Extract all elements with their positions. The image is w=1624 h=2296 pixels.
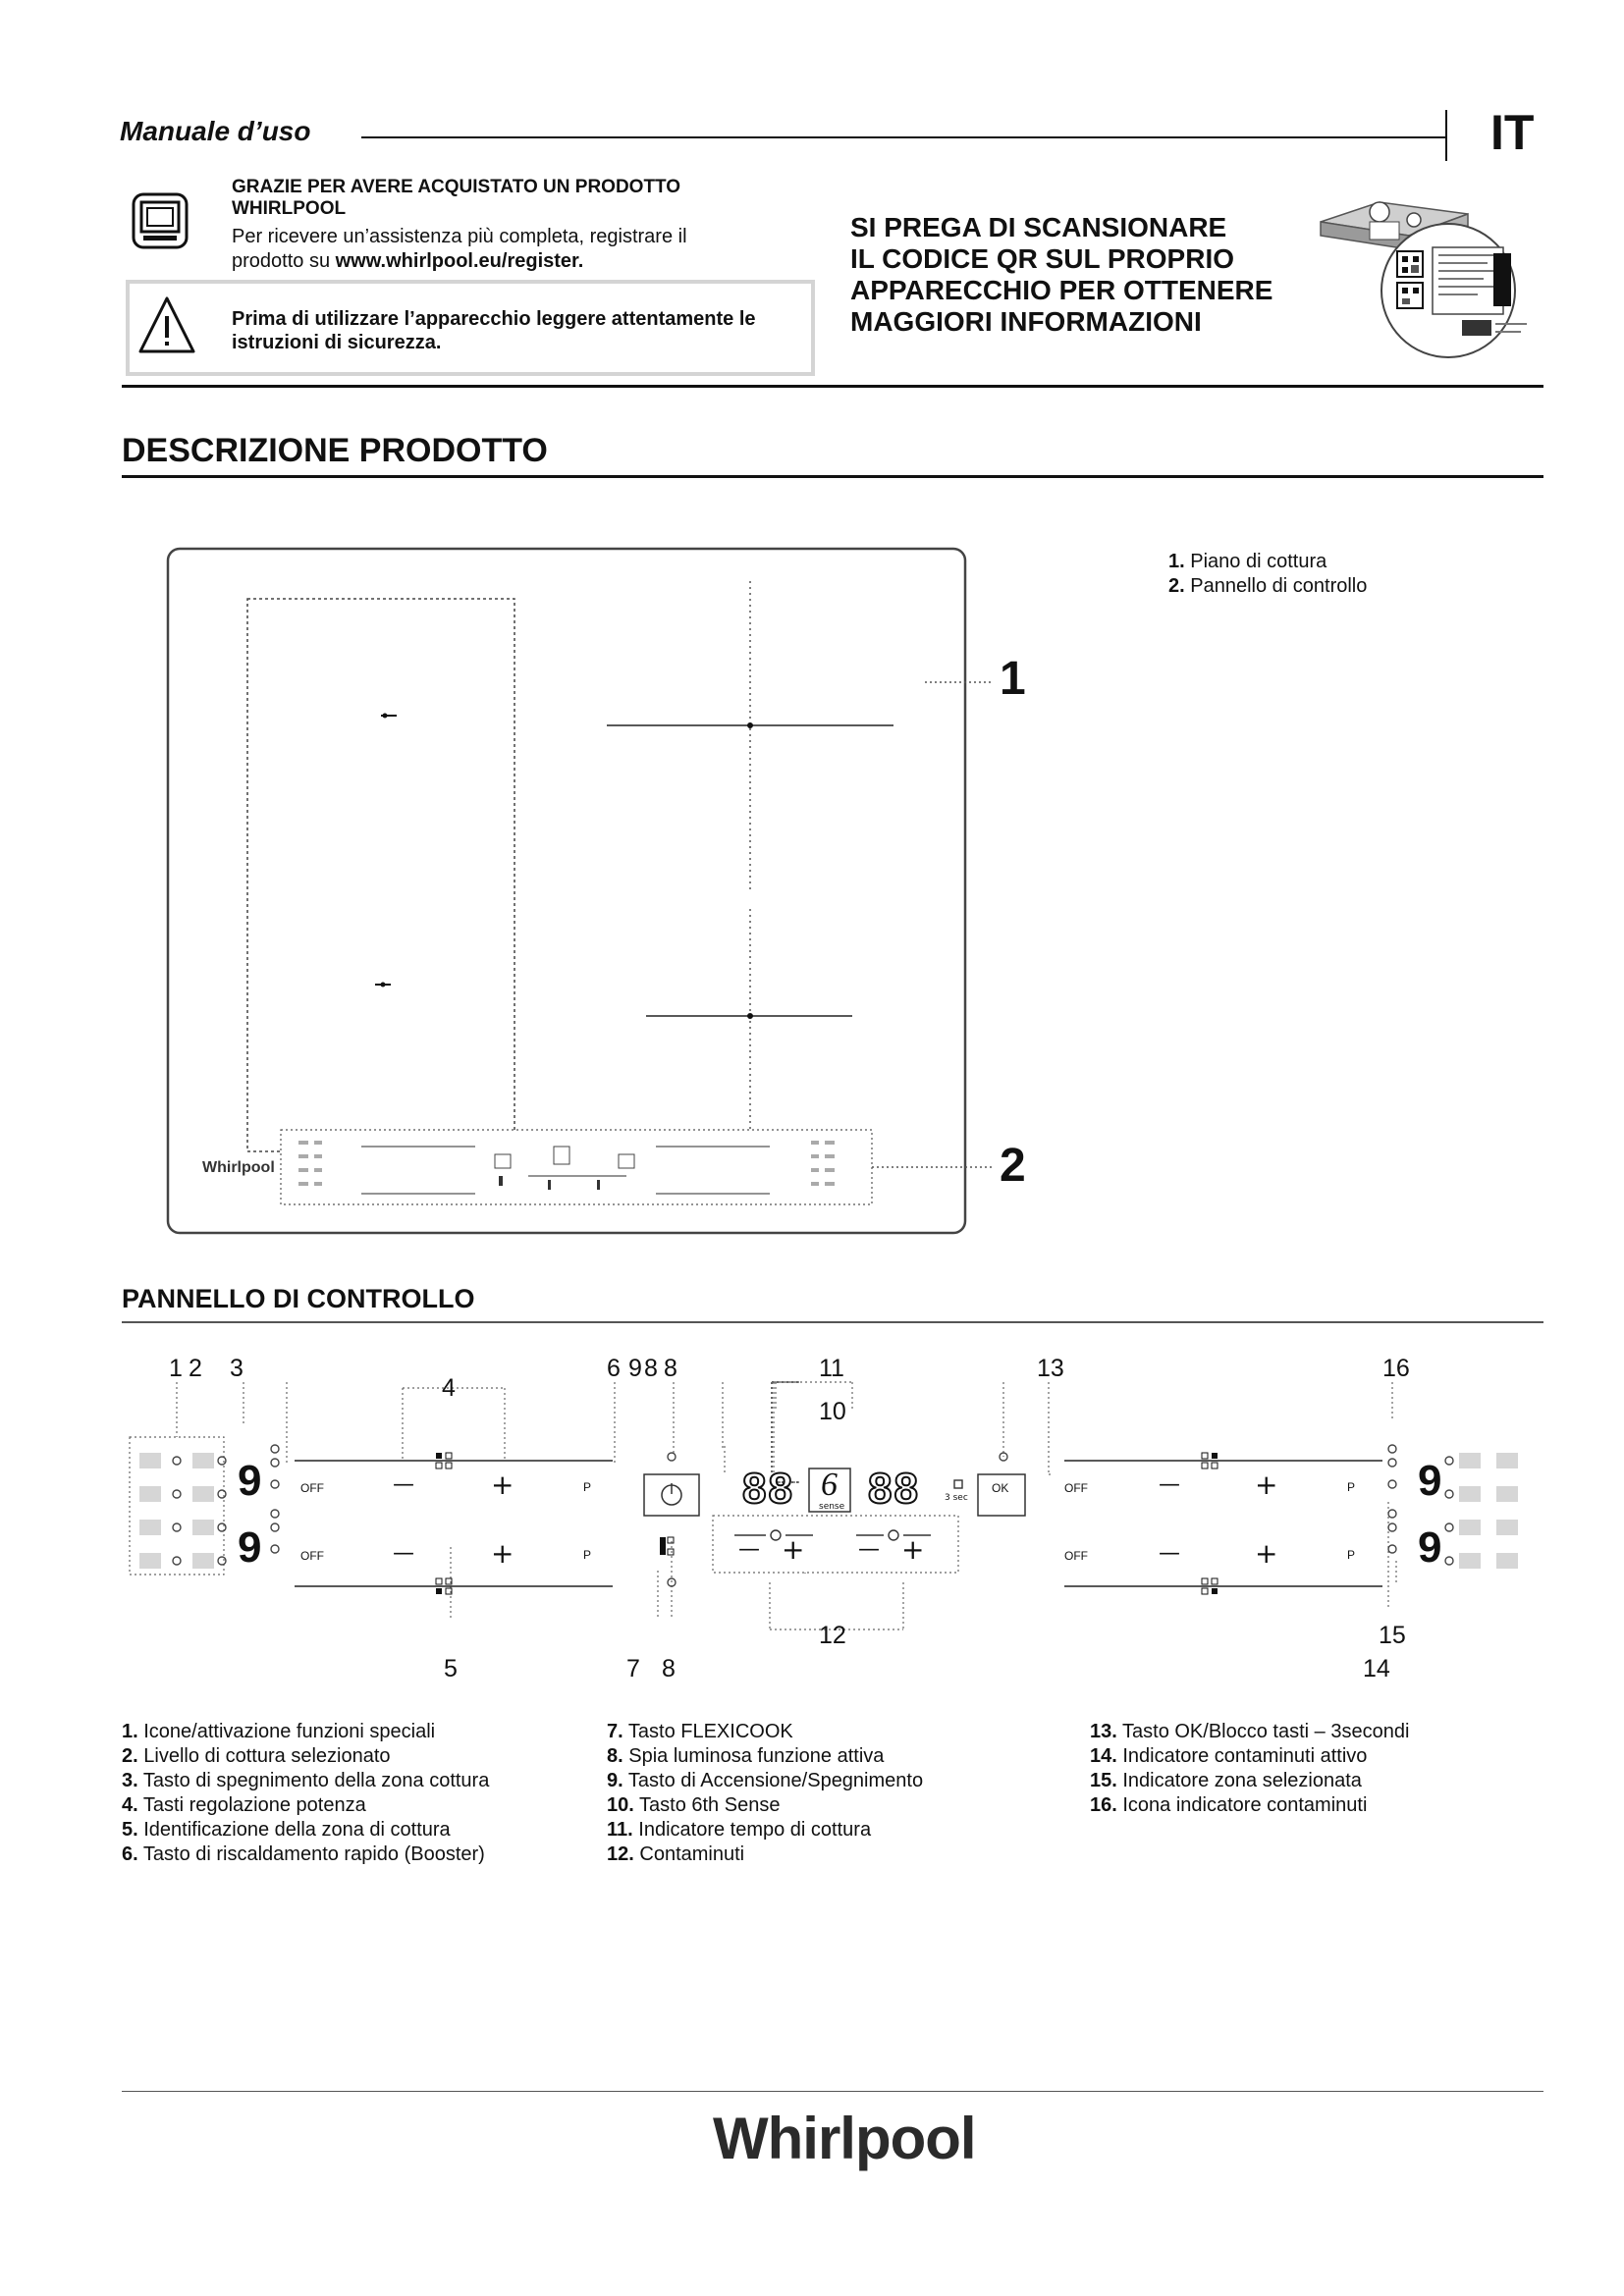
footer-brand-logo: Whirlpool [713, 2106, 976, 2171]
ok-key[interactable]: OK [992, 1481, 1009, 1495]
label-5: 5 [444, 1655, 458, 1682]
header-divider [122, 385, 1543, 388]
hob-brand-logo: Whirlpool [202, 1159, 275, 1176]
legend-item: 11. Indicatore tempo di cottura [607, 1819, 872, 1841]
off-key[interactable]: OFF [300, 1481, 324, 1495]
booster-key[interactable]: P [1347, 1480, 1356, 1494]
legend-item: 8. Spia luminosa funzione attiva [607, 1745, 885, 1767]
legend-item: 7. Tasto FLEXICOOK [607, 1721, 793, 1742]
product-section-title: DESCRIZIONE PRODOTTO [122, 432, 548, 469]
control-section-rule [122, 1321, 1543, 1323]
legend-item: 3. Tasto di spegnimento della zona cottura [122, 1770, 490, 1791]
level-display: 9 [1418, 1457, 1444, 1505]
off-key[interactable]: OFF [1064, 1549, 1088, 1563]
legend-item: 13. Tasto OK/Blocco tasti – 3secondi [1090, 1721, 1410, 1742]
legend-item: 9. Tasto di Accensione/Spegnimento [607, 1770, 924, 1791]
timer-plus-key[interactable]: + [901, 1533, 925, 1566]
label-13: 13 [1037, 1355, 1064, 1382]
control-legend-col1 [122, 1720, 489, 1867]
minus-key[interactable]: — [1159, 1472, 1180, 1497]
label-7: 7 [626, 1655, 640, 1682]
qr-notice-line4: MAGGIORI INFORMAZIONI [850, 306, 1202, 337]
label-10: 10 [819, 1398, 846, 1425]
control-legend-col3 [1090, 1720, 1409, 1818]
legend-item: 1. Piano di cottura [1168, 551, 1327, 572]
plus-key[interactable]: + [1255, 1537, 1278, 1570]
manual-title: Manuale d’uso [120, 116, 311, 146]
legend-item: 10. Tasto 6th Sense [607, 1794, 781, 1816]
legend-item: 1. Icone/attivazione funzioni speciali [122, 1721, 436, 1742]
qr-notice-line3: APPARECCHIO PER OTTENERE [850, 275, 1273, 305]
level-display: 9 [238, 1523, 264, 1572]
label-15: 15 [1379, 1622, 1406, 1649]
sixth-sense-label: sense [819, 1502, 845, 1512]
footer-rule [122, 2091, 1543, 2092]
timer-minus-key[interactable]: — [738, 1537, 760, 1562]
label-16: 16 [1382, 1355, 1410, 1382]
label-12: 12 [819, 1622, 846, 1649]
cooking-time-display: 88 [868, 1465, 920, 1513]
legend-item: 14. Indicatore contaminuti attivo [1090, 1745, 1368, 1767]
minus-key[interactable]: — [393, 1541, 414, 1566]
safety-text: Prima di utilizzare l’apparecchio leggere attentamente le istruzioni di sicurezza. [232, 308, 756, 353]
legend-item: 15. Indicatore zona selezionata [1090, 1770, 1362, 1791]
legend-item: 2. Livello di cottura selezionato [122, 1745, 391, 1767]
computer-icon [132, 192, 189, 255]
register-text-line2: prodotto su [232, 250, 336, 272]
qr-label-illustration [1311, 192, 1556, 359]
product-section-rule [122, 475, 1543, 478]
header-tick [1445, 110, 1447, 161]
lock-seconds: 3 sec [945, 1493, 968, 1503]
register-url[interactable]: www.whirlpool.eu/register. [335, 250, 584, 272]
product-legend [1168, 550, 1367, 599]
booster-key[interactable]: P [583, 1548, 592, 1562]
plus-key[interactable]: + [491, 1537, 514, 1570]
qr-notice-line2: IL CODICE QR SUL PROPRIO [850, 243, 1235, 274]
language-code: IT [1490, 105, 1535, 160]
header-rule [361, 136, 1446, 138]
label-9: 9 [628, 1355, 642, 1382]
label-6: 6 [607, 1355, 621, 1382]
label-8a: 8 [644, 1355, 658, 1382]
callout-2: 2 [1000, 1140, 1026, 1192]
legend-item: 12. Contaminuti [607, 1843, 745, 1865]
control-legend-col2 [607, 1720, 923, 1867]
cooking-time-display: 88 [742, 1465, 794, 1513]
legend-item: 2. Pannello di controllo [1168, 575, 1368, 597]
plus-key[interactable]: + [491, 1468, 514, 1501]
level-display: 9 [238, 1457, 264, 1505]
timer-minus-key[interactable]: — [858, 1537, 880, 1562]
off-key[interactable]: OFF [300, 1549, 324, 1563]
legend-item: 16. Icona indicatore contaminuti [1090, 1794, 1368, 1816]
label-11: 11 [819, 1355, 844, 1382]
minus-key[interactable]: — [1159, 1541, 1180, 1566]
control-section-title: PANNELLO DI CONTROLLO [122, 1284, 475, 1313]
sixth-sense-key[interactable]: 6 [821, 1467, 838, 1503]
legend-item: 6. Tasto di riscaldamento rapido (Booster) [122, 1843, 485, 1865]
booster-key[interactable]: P [1347, 1548, 1356, 1562]
label-3: 3 [230, 1355, 244, 1382]
plus-key[interactable]: + [1255, 1468, 1278, 1501]
label-8b: 8 [664, 1355, 677, 1382]
label-8c: 8 [662, 1655, 676, 1682]
hob-illustration [165, 546, 1009, 1237]
callout-1: 1 [1000, 653, 1026, 705]
register-heading: GRAZIE PER AVERE ACQUISTATO UN PRODOTTO WHIRLPOOL [232, 177, 681, 219]
legend-item: 5. Identificazione della zona di cottura [122, 1819, 451, 1841]
qr-notice [850, 212, 1292, 338]
off-key[interactable]: OFF [1064, 1481, 1088, 1495]
label-4: 4 [442, 1374, 456, 1402]
timer-plus-key[interactable]: + [782, 1533, 805, 1566]
register-text-line1: Per ricevere un’assistenza più completa, registrare il [232, 226, 687, 247]
qr-notice-line1: SI PREGA DI SCANSIONARE [850, 212, 1227, 242]
label-2: 2 [189, 1355, 202, 1382]
label-1: 1 [169, 1355, 183, 1382]
legend-item: 4. Tasti regolazione potenza [122, 1794, 366, 1816]
booster-key[interactable]: P [583, 1480, 592, 1494]
level-display: 9 [1418, 1523, 1444, 1572]
minus-key[interactable]: — [393, 1472, 414, 1497]
label-14: 14 [1363, 1655, 1390, 1682]
warning-icon [137, 294, 196, 357]
register-text [232, 225, 762, 274]
